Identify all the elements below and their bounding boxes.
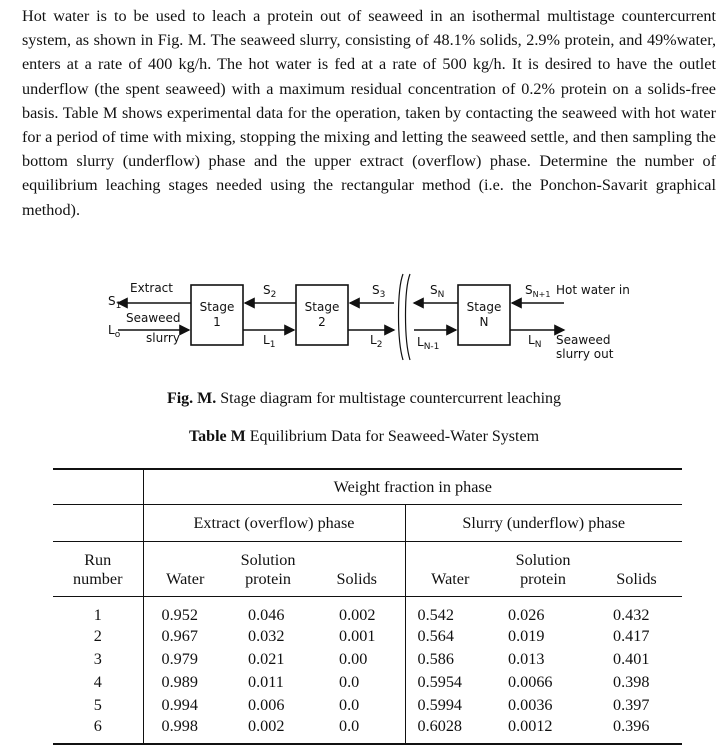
group-header: Weight fraction in phase [143,469,682,505]
run-header-line2: number [73,570,123,588]
stage-diagram [100,270,660,370]
stage-1-number: 1 [213,315,221,329]
slurry-water-header: Water [405,570,495,597]
label-s1: $S_1$ [108,294,122,311]
table-row: 2 0.967 0.032 0.001 0.564 0.019 0.417 [53,625,682,648]
label-slurry-in: slurry [146,331,180,345]
problem-statement: Hot water is to be used to leach a protein out of seaweed in an isothermal multistage countercurrent system, as shown in Fig. M. The seaweed slurry, consisting of 48.1% solids, 2.9% protein, and 49%water, enters at a rate of 400 kg/h. The hot water is fed at a rate of 500 kg/h. It is desired to have the outlet underflow (the spent seaweed) with a maximum residual concentration of 0.2% protein on a solids-free basis. Table M shows experimental data for the operation, taken by contacting the seaweed with hot water for a period of time with mixing, stopping the mixing and letting the seaweed settle, and then sampling the bottom slurry (underflow) phase and the upper extract (overflow) phase. Determine the number of equilibrium leaching stages needed using the rectangular method (i.e. the Ponchon-Savarit graphical method). [22,7,716,219]
figure-caption-label: Fig. M. [166,390,217,407]
stage-n-number: N [479,315,489,329]
stage-1-label: Stage [199,300,235,314]
slurry-solids-header: Solids [616,570,657,588]
table-caption-label: Table M [188,428,246,445]
run-header-line1: Run [84,551,112,569]
label-l0: $L_o$ [108,323,121,340]
label-ln: $L_N$ [528,333,542,350]
extract-phase-header: Extract (overflow) phase [143,505,405,542]
label-seaweed-out: Seaweed [556,333,611,347]
extract-solids-header: Solids [336,570,377,588]
figure-caption [0,390,728,408]
extract-water-header: Water [143,570,227,597]
label-l1: $L_1$ [263,333,276,350]
stage-n-label: Stage [466,300,502,314]
stage-2-label: Stage [304,300,340,314]
equilibrium-table [53,468,682,745]
label-sn1: $S_{N+1}$ [525,283,551,299]
slurry-phase-header: Slurry (underflow) phase [405,505,682,542]
slurry-solution-header-line1: Solution [515,551,571,569]
table-row: 3 0.979 0.021 0.00 0.586 0.013 0.401 [53,648,682,671]
break-symbol [399,274,411,360]
label-hot-water-in: Hot water in [556,283,630,297]
label-ln1: $L_{N-1}$ [417,335,440,352]
table-caption-text: Equilibrium Data for Seaweed-Water System [245,428,540,445]
table-row: 5 0.994 0.006 0.0 0.5994 0.0036 0.397 [53,694,682,717]
label-seaweed-in: Seaweed [126,311,181,325]
table-caption [0,428,728,446]
figure-caption-text: Stage diagram for multistage countercurrent leaching [216,390,562,407]
slurry-solution-header-line2: protein [520,570,566,588]
label-s2: $S_2$ [263,283,277,300]
label-l2: $L_2$ [370,333,383,350]
table-row: 4 0.989 0.011 0.0 0.5954 0.0066 0.398 [53,671,682,694]
label-sn: $S_N$ [430,283,445,300]
label-slurry-out: slurry out [556,347,614,361]
extract-solution-header-line2: protein [245,570,291,588]
table-row: 1 0.952 0.046 0.002 0.542 0.026 0.432 [53,597,682,626]
extract-solution-header-line1: Solution [240,551,296,569]
table-row: 6 0.998 0.002 0.0 0.6028 0.0012 0.396 [53,717,682,744]
label-s3: $S_3$ [372,283,386,300]
stage-2-number: 2 [318,315,326,329]
label-extract: Extract [130,281,173,295]
